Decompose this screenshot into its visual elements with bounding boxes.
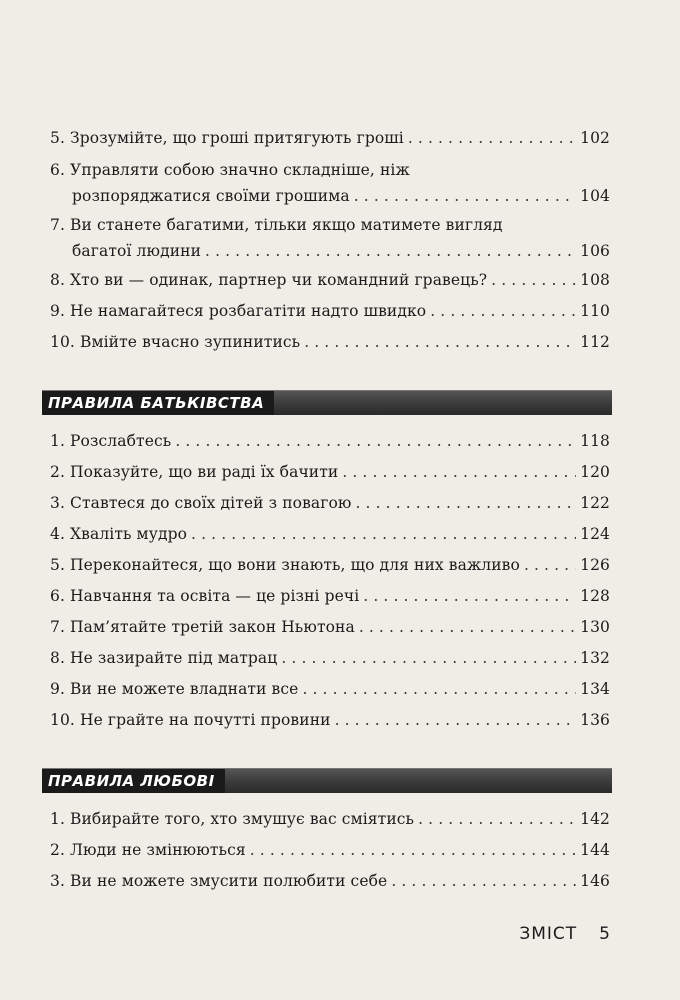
toc-entry <box>50 809 610 829</box>
toc-entry <box>50 301 610 321</box>
toc-entry <box>50 648 610 668</box>
entry-page: 146 <box>580 872 610 890</box>
entry-page: 144 <box>580 841 610 859</box>
entry-page: 118 <box>580 432 610 450</box>
entry-page: 134 <box>580 680 610 698</box>
entry-text: 8. Не зазирайте під матрац <box>50 649 278 667</box>
toc-entry <box>50 679 610 699</box>
toc-entry <box>50 215 610 261</box>
leader-dots <box>205 241 576 261</box>
toc-entry <box>50 462 610 482</box>
entry-page: 112 <box>580 333 610 351</box>
section-heading-bar <box>42 768 612 793</box>
toc-entry <box>50 493 610 513</box>
leader-dots <box>524 555 576 575</box>
toc-entry <box>50 710 610 730</box>
toc-entry <box>50 128 610 148</box>
leader-dots <box>408 128 576 148</box>
entry-text: 1. Вибирайте того, хто змушує вас сміятись <box>50 810 415 828</box>
leader-dots <box>354 186 576 206</box>
section-heading: ПРАВИЛА БАТЬКІВСТВА <box>42 391 274 415</box>
entry-page: 102 <box>580 129 610 147</box>
entry-text: 9. Ви не можете владнати все <box>50 680 299 698</box>
leader-dots <box>191 524 576 544</box>
leader-dots <box>302 679 576 699</box>
entry-text-continued: розпоряджатися своїми грошима <box>72 187 350 205</box>
leader-dots <box>250 840 576 860</box>
entry-text: 7. Пам’ятайте третій закон Ньютона <box>50 618 355 636</box>
entry-page: 122 <box>580 494 610 512</box>
entry-text: 10. Вмійте вчасно зупинитись <box>50 333 301 351</box>
entry-text: 1. Розслабтесь <box>50 432 172 450</box>
entry-page: 110 <box>580 302 610 320</box>
toc-entry <box>50 160 610 206</box>
entry-page: 128 <box>580 587 610 605</box>
leader-dots <box>430 301 576 321</box>
page-footer <box>519 924 610 944</box>
entry-page: 106 <box>580 242 610 260</box>
entry-text-continued: багатої людини <box>72 242 202 260</box>
toc-entry <box>50 586 610 606</box>
toc-entry <box>50 270 610 290</box>
entry-text: 2. Показуйте, що ви раді їх бачити <box>50 463 339 481</box>
leader-dots <box>335 710 577 730</box>
entry-text: 3. Ви не можете змусити полюбити себе <box>50 872 388 890</box>
leader-dots <box>359 617 576 637</box>
leader-dots <box>418 809 576 829</box>
toc-entry <box>50 524 610 544</box>
entry-page: 136 <box>580 711 610 729</box>
entry-text: 8. Хто ви — одинак, партнер чи командний гравець? <box>50 271 488 289</box>
running-title: ЗМІСТ <box>519 924 578 944</box>
toc-entry <box>50 431 610 451</box>
entry-text: 10. Не грайте на почутті провини <box>50 711 331 729</box>
leader-dots <box>281 648 576 668</box>
entry-text: 9. Не намагайтеся розбагатіти надто швидко <box>50 302 427 320</box>
section-heading-bar <box>42 390 612 415</box>
toc-entry <box>50 617 610 637</box>
leader-dots <box>342 462 576 482</box>
entry-text: 3. Ставтеся до своїх дітей з повагою <box>50 494 352 512</box>
entry-text: 5. Переконайтеся, що вони знають, що для них важливо <box>50 556 520 574</box>
entry-page: 120 <box>580 463 610 481</box>
section-heading: ПРАВИЛА ЛЮБОВІ <box>42 769 225 793</box>
entry-text: 7. Ви станете багатими, тільки якщо матимете вигляд <box>50 216 503 234</box>
toc-entry <box>50 840 610 860</box>
entry-text: 6. Управляти собою значно складніше, ніж <box>50 161 410 179</box>
entry-page: 108 <box>580 271 610 289</box>
entry-text: 4. Хваліть мудро <box>50 525 188 543</box>
page-number: 5 <box>599 924 610 944</box>
leader-dots <box>175 431 576 451</box>
toc-entry <box>50 332 610 352</box>
entry-page: 132 <box>580 649 610 667</box>
entry-page: 104 <box>580 187 610 205</box>
entry-page: 124 <box>580 525 610 543</box>
leader-dots <box>304 332 576 352</box>
entry-text: 5. Зрозумійте, що гроші притягують гроші <box>50 129 404 147</box>
toc-entry <box>50 555 610 575</box>
entry-page: 130 <box>580 618 610 636</box>
leader-dots <box>391 871 576 891</box>
leader-dots <box>491 270 576 290</box>
leader-dots <box>363 586 576 606</box>
entry-page: 126 <box>580 556 610 574</box>
entry-text: 2. Люди не змінюються <box>50 841 246 859</box>
toc-entry <box>50 871 610 891</box>
entry-page: 142 <box>580 810 610 828</box>
leader-dots <box>355 493 576 513</box>
entry-text: 6. Навчання та освіта — це різні речі <box>50 587 360 605</box>
